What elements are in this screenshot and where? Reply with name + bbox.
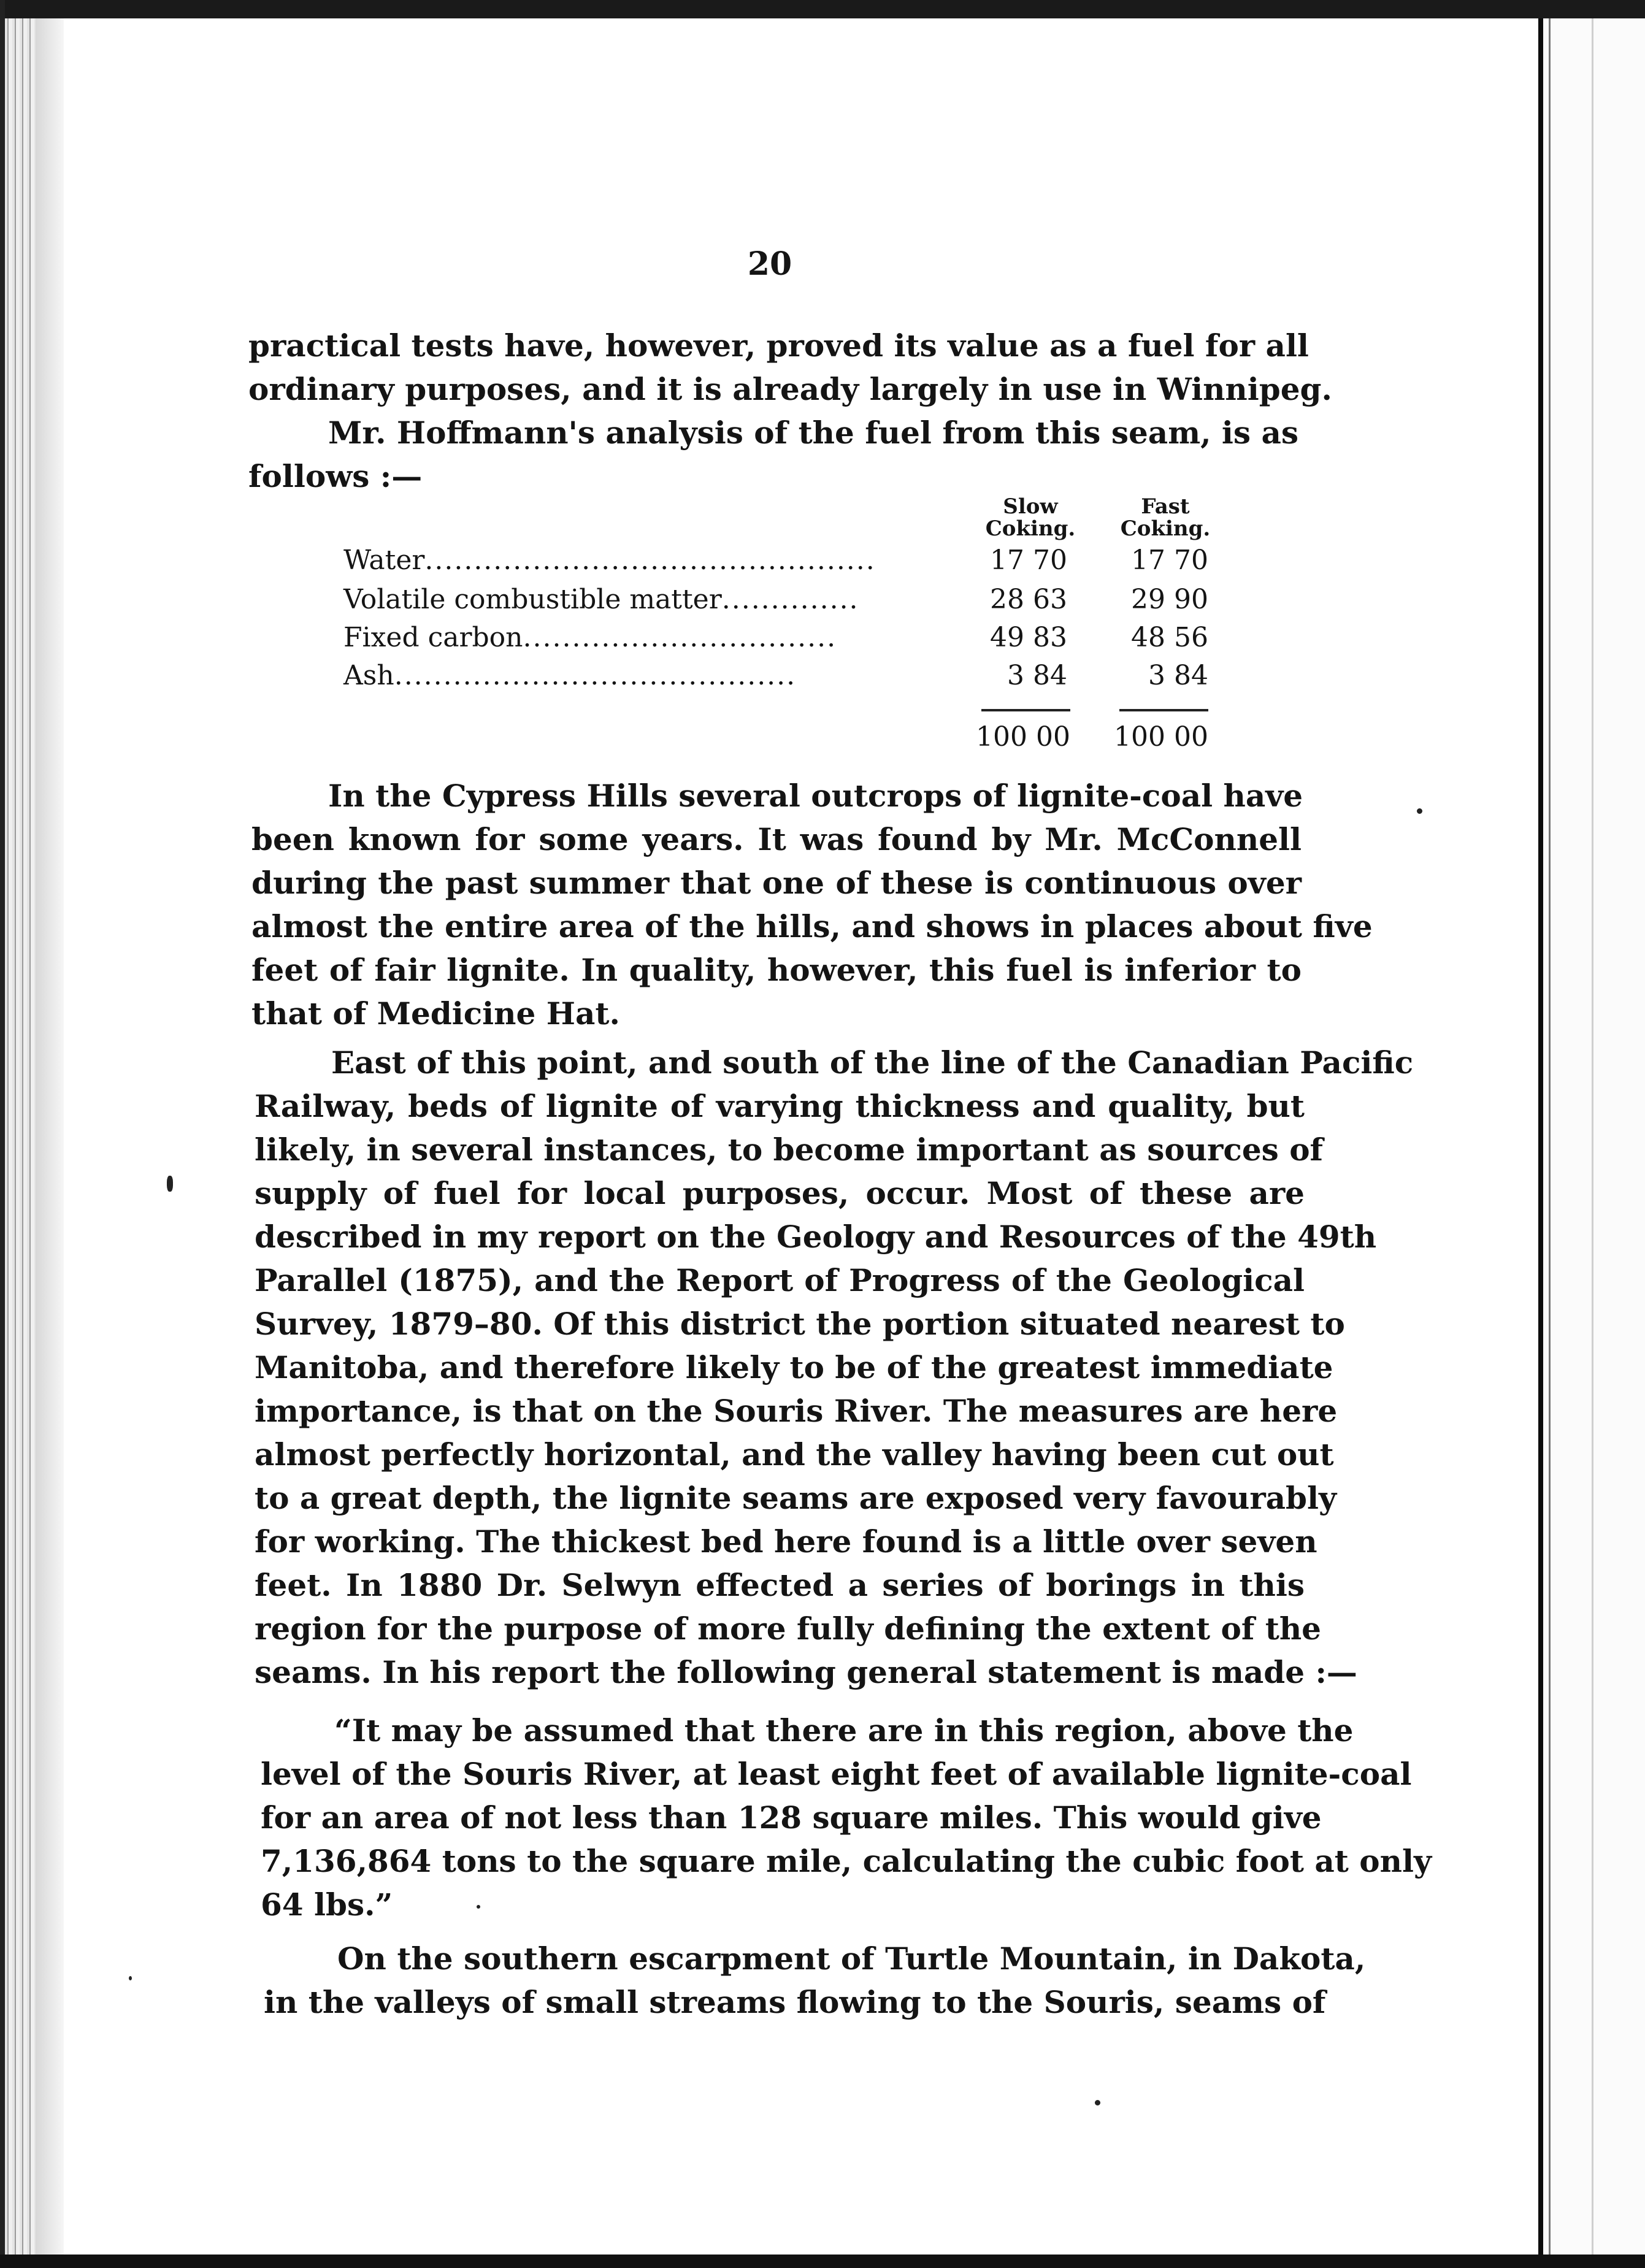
table-cell-slow: 49 83 [990,622,1067,653]
intro-paragraph [248,324,1332,411]
cypress-hills-paragraph [251,774,1373,1035]
text-line: In the Cypress Hills several outcrops of lignite-coal have [328,778,1303,814]
text-line: for an area of not less than 128 square miles. This would give [261,1799,1322,1836]
column-header-line: Fast [1141,494,1190,519]
table-cell-fast: 48 56 [1131,622,1208,653]
text-line: 7,136,864 tons to the square mile, calculating the cubic foot at only [261,1843,1432,1879]
column-header-fast-coking [1110,496,1221,540]
page-stack-edge [5,18,36,2255]
book-spine-line [1538,18,1543,2255]
leader-dots: .............. [721,584,859,615]
text-line: follows :— [248,458,423,494]
leader-dots: .............................................. [424,545,876,576]
table-row-label [343,622,837,653]
text-line: East of this point, and south of the line of the Canadian Pacific [331,1044,1414,1081]
text-line: importance, is that on the Souris River. The measures are here [255,1393,1338,1429]
row-label-text: Volatile combustible matter [343,584,722,615]
analysis-intro-paragraph [248,411,1299,498]
table-total-fast: 100 00 [1114,721,1208,753]
book-spine-line-faint [1592,18,1593,2255]
text-line: in the valleys of small streams flowing to the Souris, seams of [264,1984,1326,2020]
text-line: On the southern escarpment of Turtle Mountain, in Dakota, [337,1940,1366,1977]
table-row-label [343,660,796,691]
table-cell-fast: 29 90 [1131,584,1208,615]
text-line: almost perfectly horizontal, and the valley having been cut out [255,1436,1334,1473]
table-cell-fast: 3 84 [1148,660,1208,691]
scan-border-top [0,0,1645,18]
row-label-text: Water [343,545,425,576]
table-cell-slow: 17 70 [990,545,1067,576]
text-line: likely, in several instances, to become important as sources of [255,1132,1324,1168]
column-header-line: Slow [1003,494,1058,519]
column-header-line: Coking. [1120,516,1211,541]
table-row-label [343,584,859,615]
text-line: Parallel (1875), and the Report of Progress of the Geological [255,1262,1305,1298]
text-line: Survey, 1879–80. Of this district the portion situated nearest to [255,1306,1345,1342]
text-line: ordinary purposes, and it is already largely in use in Winnipeg. [248,371,1332,407]
text-line: Manitoba, and therefore likely to be of the greatest immediate [255,1349,1333,1385]
text-line: Mr. Hoffmann's analysis of the fuel from this seam, is as [328,415,1299,451]
text-line: level of the Souris River, at least eight feet of available lignite-coal [261,1756,1412,1792]
gutter-shadow [36,18,64,2255]
scan-speck [477,1905,480,1909]
scan-border-left [0,0,5,2268]
text-line: supply of fuel for local purposes, occur. Most of these are [255,1175,1305,1211]
leader-dots: ......................................... [394,660,797,691]
text-line: almost the entire area of the hills, and shows in places about five [251,908,1373,944]
text-line: seams. In his report the following general statement is made :— [255,1654,1357,1690]
book-spine-line-thin [1549,18,1551,2255]
scan-speck [129,1976,132,1980]
total-rule-slow [981,709,1070,711]
text-line: practical tests have, however, proved its value as a fuel for all [248,328,1309,364]
turtle-mountain-paragraph [264,1937,1366,2024]
table-cell-slow: 28 63 [990,584,1067,615]
text-line: for working. The thickest bed here found is a little over seven [255,1523,1317,1560]
text-line: 64 lbs.” [261,1887,393,1923]
scan-speck [1417,808,1422,814]
row-label-text: Ash [343,660,394,691]
table-row-label [343,545,876,576]
scan-speck [167,1176,173,1192]
table-cell-fast: 17 70 [1131,545,1208,576]
souris-river-paragraph [255,1041,1414,1694]
text-line: that of Medicine Hat. [251,995,620,1032]
scan-border-bottom [0,2255,1645,2268]
row-label-text: Fixed carbon [343,622,523,653]
text-line: during the past summer that one of these is continuous over [251,865,1302,901]
selwyn-quotation [261,1709,1432,1926]
scan-speck [1095,2100,1100,2105]
leader-dots: ................................ [523,622,837,653]
text-line: feet of fair lignite. In quality, however, this fuel is inferior to [251,952,1302,988]
text-line: been known for some years. It was found by Mr. McConnell [251,821,1302,857]
table-total-slow: 100 00 [976,721,1070,753]
column-header-slow-coking [975,496,1086,540]
text-line: region for the purpose of more fully defining the extent of the [255,1611,1321,1647]
total-rule-fast [1119,709,1208,711]
text-line: described in my report on the Geology and Resources of the 49th [255,1219,1377,1255]
text-line: feet. In 1880 Dr. Selwyn effected a series of borings in this [255,1567,1305,1603]
page-number: 20 [747,245,792,283]
table-cell-slow: 3 84 [1007,660,1067,691]
column-header-line: Coking. [985,516,1076,541]
text-line: Railway, beds of lignite of varying thickness and quality, but [255,1088,1305,1124]
text-line: to a great depth, the lignite seams are exposed very favourably [255,1480,1337,1516]
facing-page-edge [1537,18,1645,2255]
text-line: “It may be assumed that there are in this region, above the [334,1712,1354,1749]
